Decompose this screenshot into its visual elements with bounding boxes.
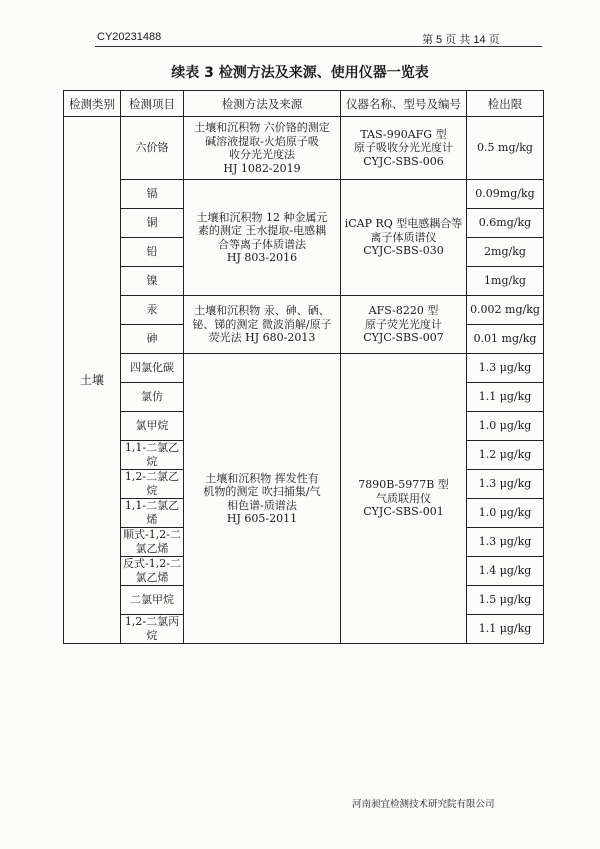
limit-cell: 1.0 μg/kg xyxy=(467,499,544,528)
instrument-line: CYJC-SBS-001 xyxy=(363,505,444,519)
limit-cell: 0.6mg/kg xyxy=(467,209,544,238)
item-cell: 铜 xyxy=(121,209,184,238)
instrument-line: iCAP RQ 型电感耦合等 xyxy=(344,217,463,231)
instrument-line: 原子荧光光度计 xyxy=(365,317,442,331)
item-cell: 1,2-二氯乙烷 xyxy=(121,470,184,499)
item-cell: 1,1-二氯乙烷 xyxy=(121,441,184,470)
method-line: 相色谱-质谱法 xyxy=(227,498,297,512)
method-line: 铋、锑的测定 微波消解/原子 xyxy=(192,317,332,331)
limit-cell: 0.5 mg/kg xyxy=(467,117,544,180)
method-line: 土壤和沉积物 六价铬的测定 xyxy=(194,121,330,134)
report-number: CY20231488 xyxy=(97,31,162,43)
instrument-cell xyxy=(341,296,467,354)
item-cell: 砷 xyxy=(121,325,184,354)
limit-cell: 1.1 μg/kg xyxy=(467,615,544,644)
limit-cell: 0.002 mg/kg xyxy=(467,296,544,325)
table-body xyxy=(64,117,544,644)
instrument-cell xyxy=(341,117,467,180)
item-cell: 1,1-二氯乙烯 xyxy=(121,499,184,528)
method-line: 合等离子体质谱法 xyxy=(218,237,306,251)
table-row xyxy=(64,117,544,180)
limit-cell: 1.0 μg/kg xyxy=(467,412,544,441)
header-item: 检测项目 xyxy=(121,91,184,117)
instrument-line: CYJC-SBS-006 xyxy=(363,154,444,168)
method-cell xyxy=(184,296,341,354)
item-cell: 氯仿 xyxy=(121,383,184,412)
limit-cell: 1.3 μg/kg xyxy=(467,354,544,383)
method-line: HJ 605-2011 xyxy=(226,512,298,525)
limit-cell: 1.3 μg/kg xyxy=(467,470,544,499)
table-row xyxy=(64,354,544,383)
item-cell: 镍 xyxy=(121,267,184,296)
limit-cell: 0.01 mg/kg xyxy=(467,325,544,354)
item-cell: 镉 xyxy=(121,180,184,209)
item-cell: 铅 xyxy=(121,238,184,267)
item-cell: 二氯甲烷 xyxy=(121,586,184,615)
item-cell: 顺式-1,2-二氯乙烯 xyxy=(121,528,184,557)
page-info: 第 5 页 共 14 页 xyxy=(422,34,500,46)
item-cell: 1,2-二氯丙烷 xyxy=(121,615,184,644)
method-line: 土壤和沉积物 挥发性有 xyxy=(205,471,319,485)
item-cell: 反式-1,2-二氯乙烯 xyxy=(121,557,184,586)
method-line: 碱溶液提取-火焰原子吸 xyxy=(205,134,319,148)
method-cell xyxy=(184,117,341,180)
instrument-cell xyxy=(341,354,467,644)
instrument-line: 离子体质谱仪 xyxy=(370,230,437,244)
limit-cell: 1.1 μg/kg xyxy=(467,383,544,412)
limit-cell: 1mg/kg xyxy=(467,267,544,296)
instrument-line: 气质联用仪 xyxy=(376,491,431,505)
header-method: 检测方法及来源 xyxy=(184,91,341,117)
method-cell xyxy=(184,180,341,296)
method-line: HJ 1082-2019 xyxy=(223,161,301,175)
category-cell: 土壤 xyxy=(64,117,121,644)
instrument-line: CYJC-SBS-030 xyxy=(363,244,444,258)
limit-cell: 1.2 μg/kg xyxy=(467,441,544,470)
header-limit: 检出限 xyxy=(467,91,544,117)
table-row xyxy=(64,296,544,325)
limit-cell: 1.3 μg/kg xyxy=(467,528,544,557)
item-cell: 氯甲烷 xyxy=(121,412,184,441)
method-line: 机物的测定 吹扫捕集/气 xyxy=(203,485,321,498)
instrument-line: TAS-990AFG 型 xyxy=(360,127,447,141)
instrument-line: 原子吸收分光光度计 xyxy=(354,141,453,155)
item-cell: 六价铬 xyxy=(121,117,184,180)
instrument-cell xyxy=(341,180,467,296)
method-line: HJ 803-2016 xyxy=(226,251,298,264)
instrument-line: 7890B-5977B 型 xyxy=(358,478,449,492)
limit-cell: 0.09mg/kg xyxy=(467,180,544,209)
methods-table xyxy=(63,90,544,644)
method-line: 荧光法 HJ 680-2013 xyxy=(208,331,316,345)
method-line: 土壤和沉积物 汞、砷、硒、 xyxy=(194,304,330,318)
table-title: 续表 3 检测方法及来源、使用仪器一览表 xyxy=(171,65,429,81)
method-line: 土壤和沉积物 12 种金属元 xyxy=(196,210,328,224)
header-instrument: 仪器名称、型号及编号 xyxy=(341,91,467,117)
item-cell: 四氯化碳 xyxy=(121,354,184,383)
header-category: 检测类别 xyxy=(64,91,121,117)
limit-cell: 1.5 μg/kg xyxy=(467,586,544,615)
method-line: 收分光光度法 xyxy=(229,148,295,161)
limit-cell: 2mg/kg xyxy=(467,238,544,267)
instrument-line: AFS-8220 型 xyxy=(368,304,439,318)
limit-cell: 1.4 μg/kg xyxy=(467,557,544,586)
instrument-line: CYJC-SBS-007 xyxy=(363,331,444,345)
method-cell xyxy=(184,354,341,644)
header-rule xyxy=(95,46,542,47)
company-footer: 河南昶宜检测技术研究院有限公司 xyxy=(352,799,495,810)
table-header-row xyxy=(64,91,544,117)
method-line: 素的测定 王水提取-电感耦 xyxy=(197,224,327,237)
item-cell: 汞 xyxy=(121,296,184,325)
table-row xyxy=(64,180,544,209)
